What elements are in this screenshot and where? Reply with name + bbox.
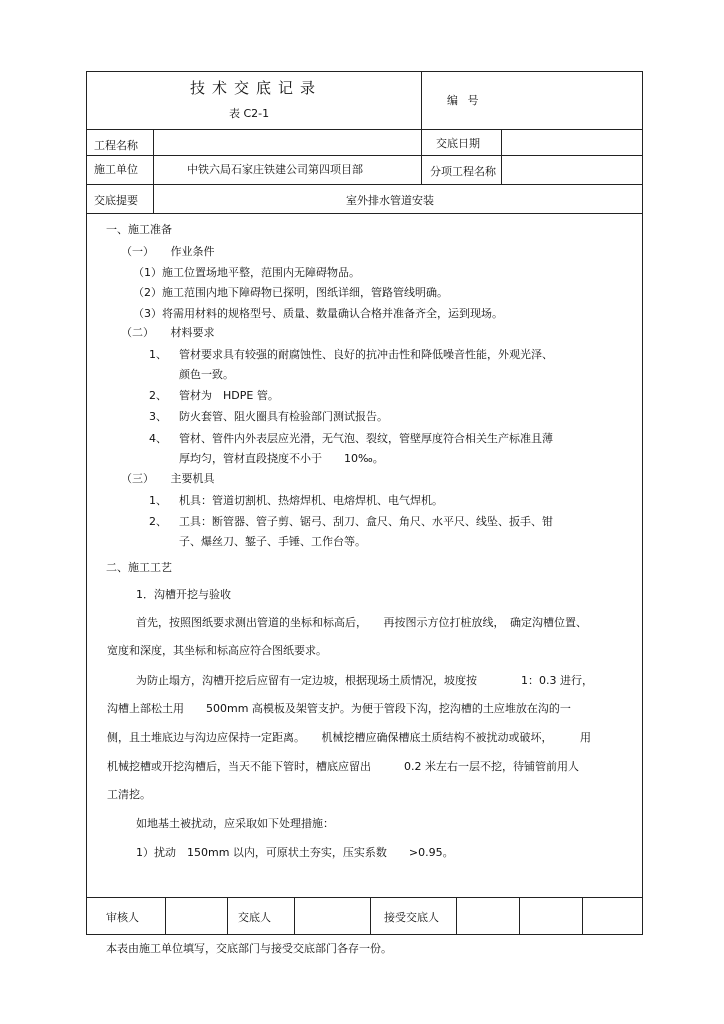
section-heading: 一、施工准备	[106, 223, 172, 236]
paragraph: 首先，按照图纸要求测出管道的坐标和标高后， 再按图示方位打桩放线， 确定沟槽位置、	[136, 616, 587, 629]
list-item: 管材为 HDPE 管。	[179, 389, 279, 402]
list-number: 4、	[149, 432, 167, 445]
list-item: 管材要求具有较强的耐腐蚀性、良好的抗冲击性和降低噪音性能，外观光泽、	[179, 348, 553, 361]
subsection-heading: （三） 主要机具	[121, 472, 215, 485]
project-name-label: 工程名称	[94, 139, 138, 152]
list-number: 1、	[149, 348, 167, 361]
list-number: 2、	[149, 515, 167, 528]
discloser-label: 交底人	[238, 911, 271, 924]
list-item: 颜色一致。	[179, 368, 234, 381]
paragraph: （2）施工范围内地下障碍物已探明，图纸详细，管路管线明确。	[133, 286, 448, 299]
reviewer-label: 审核人	[106, 911, 139, 924]
list-number: 1、	[149, 494, 167, 507]
footer-note: 本表由施工单位填写，交底部门与接受交底部门各存一份。	[106, 942, 392, 955]
number-label: 编 号	[447, 94, 482, 107]
company-label: 施工单位	[94, 163, 138, 176]
list-item: 子、爆丝刀、錾子、手锤、工作台等。	[179, 535, 366, 548]
paragraph: 如地基土被扰动，应采取如下处理措施：	[136, 817, 334, 830]
date-label: 交底日期	[436, 137, 480, 150]
paragraph: （1）施工位置场地平整，范围内无障碍物品。	[133, 266, 360, 279]
paragraph: （3）将需用材料的规格型号、质量、数量确认合格并准备齐全，运到现场。	[133, 307, 503, 320]
list-item: 厚均匀，管材直段挠度不小于 10‰。	[179, 452, 384, 465]
receiver-label: 接受交底人	[384, 911, 439, 924]
form-code: 表 C2-1	[229, 107, 270, 120]
summary-label: 交底提要	[94, 194, 138, 207]
paragraph: 侧，且土堆底边与沟边应保持一定距离。 机械挖槽应确保槽底土质结构不被扰动或破坏， 用	[107, 731, 591, 744]
subsection-heading: 1．沟槽开挖与验收	[136, 588, 231, 601]
list-item: 工具：断管器、管子剪、锯弓、刮刀、盒尺、角尺、水平尺、线坠、扳手、钳	[179, 515, 553, 528]
list-item: 机具：管道切割机、热熔焊机、电熔焊机、电气焊机。	[179, 494, 443, 507]
list-item: 防火套管、阻火圈具有检验部门测试报告。	[179, 410, 388, 423]
paragraph: 沟槽上部松土用 500mm 高模板及架管支护。为便于管段下沟，挖沟槽的土应堆放在沟的一	[107, 702, 571, 715]
subsection-heading: （二） 材料要求	[121, 326, 215, 339]
paragraph: 机械挖槽或开挖沟槽后，当天不能下管时，槽底应留出 0.2 米左右一层不挖，待铺管前用人	[107, 760, 579, 773]
paragraph: 工清挖。	[107, 788, 151, 801]
company-value: 中铁六局石家庄铁建公司第四项目部	[187, 163, 363, 176]
list-item: 管材、管件内外表层应光滑，无气泡、裂纹，管壁厚度符合相关生产标准且薄	[179, 432, 553, 445]
subsection-heading: （一） 作业条件	[121, 245, 215, 258]
section-heading: 二、施工工艺	[106, 561, 172, 574]
paragraph: 1）扰动 150mm 以内，可原状土夯实，压实系数 >0.95。	[136, 846, 454, 859]
paragraph: 宽度和深度，其坐标和标高应符合图纸要求。	[107, 644, 327, 657]
summary-value: 室外排水管道安装	[346, 194, 434, 207]
paragraph: 为防止塌方，沟槽开挖后应留有一定边坡，根据现场土质情况，坡度按 1：0.3 进行，	[136, 674, 593, 687]
list-number: 3、	[149, 410, 167, 423]
sub-project-label: 分项工程名称	[430, 165, 496, 178]
list-number: 2、	[149, 389, 167, 402]
document-title: 技术交底记录	[190, 79, 323, 97]
